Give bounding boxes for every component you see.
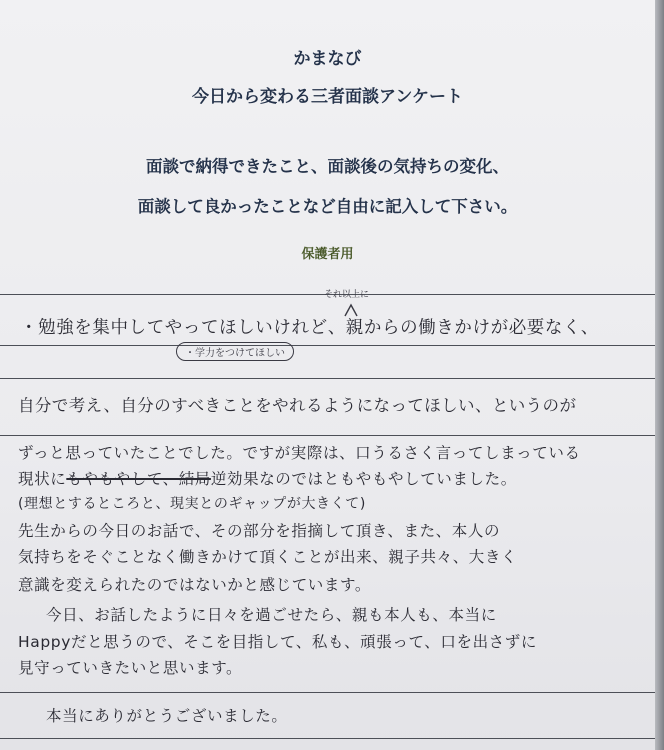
line-4-suffix: 逆効果なのではともやもやしていました。	[210, 470, 517, 488]
sheet-edge-shadow	[655, 0, 664, 750]
ruled-line	[0, 378, 655, 379]
ruled-line	[0, 738, 655, 739]
brand-name: かまなび	[293, 49, 362, 69]
handwritten-line-7: 気持ちをそぐことなく働きかけて頂くことが出来、親子共々、大きく	[18, 548, 518, 566]
ruled-line	[0, 435, 655, 436]
handwritten-line-3: ずっと思っていたことでした。ですが実際は、口うるさく言ってしまっている	[18, 444, 581, 462]
prompt-line-1: 面談で納得できたこと、面談後の気持ちの変化、	[146, 157, 509, 176]
struck-out-text: もやもやして、結局	[66, 470, 211, 488]
inserted-note: それ以上に	[324, 290, 370, 300]
handwritten-line-8: 意識を変えられたのではないかと感じています。	[18, 576, 371, 594]
handwritten-line-11: 見守っていきたいと思います。	[18, 659, 243, 677]
ruled-line	[0, 345, 655, 346]
audience-label: 保護者用	[301, 247, 354, 262]
inserted-bubble-note: ・学力をつけてほしい	[176, 342, 294, 361]
ruled-line	[0, 692, 655, 693]
prompt-line-2: 面談して良かったことなど自由に記入して下さい。	[137, 197, 518, 216]
handwritten-line-6: 先生からの今日のお話で、その部分を指摘して頂き、また、本人の	[18, 522, 501, 540]
handwritten-line-10: Happyだと思うので、そこを目指して、私も、頑張って、口を出さずに	[18, 633, 537, 651]
handwritten-line-9: 今日、お話したように日々を過ごせたら、親も本人も、本当に	[46, 606, 497, 624]
handwritten-line-5: (理想とするところと、現実とのギャップが大きくて)	[18, 496, 366, 512]
line-4-prefix: 現状に	[18, 470, 67, 488]
handwritten-line-1: ・勉強を集中してやってほしいけれど、親からの働きかけが必要なく、	[20, 318, 599, 338]
handwritten-line-2: 自分で考え、自分のすべきことをやれるようになってほしい、というのが	[18, 396, 577, 415]
handwritten-line-4	[18, 467, 517, 489]
survey-title: 今日から変わる三者面談アンケート	[192, 87, 463, 107]
handwritten-line-12: 本当にありがとうございました。	[46, 707, 288, 725]
